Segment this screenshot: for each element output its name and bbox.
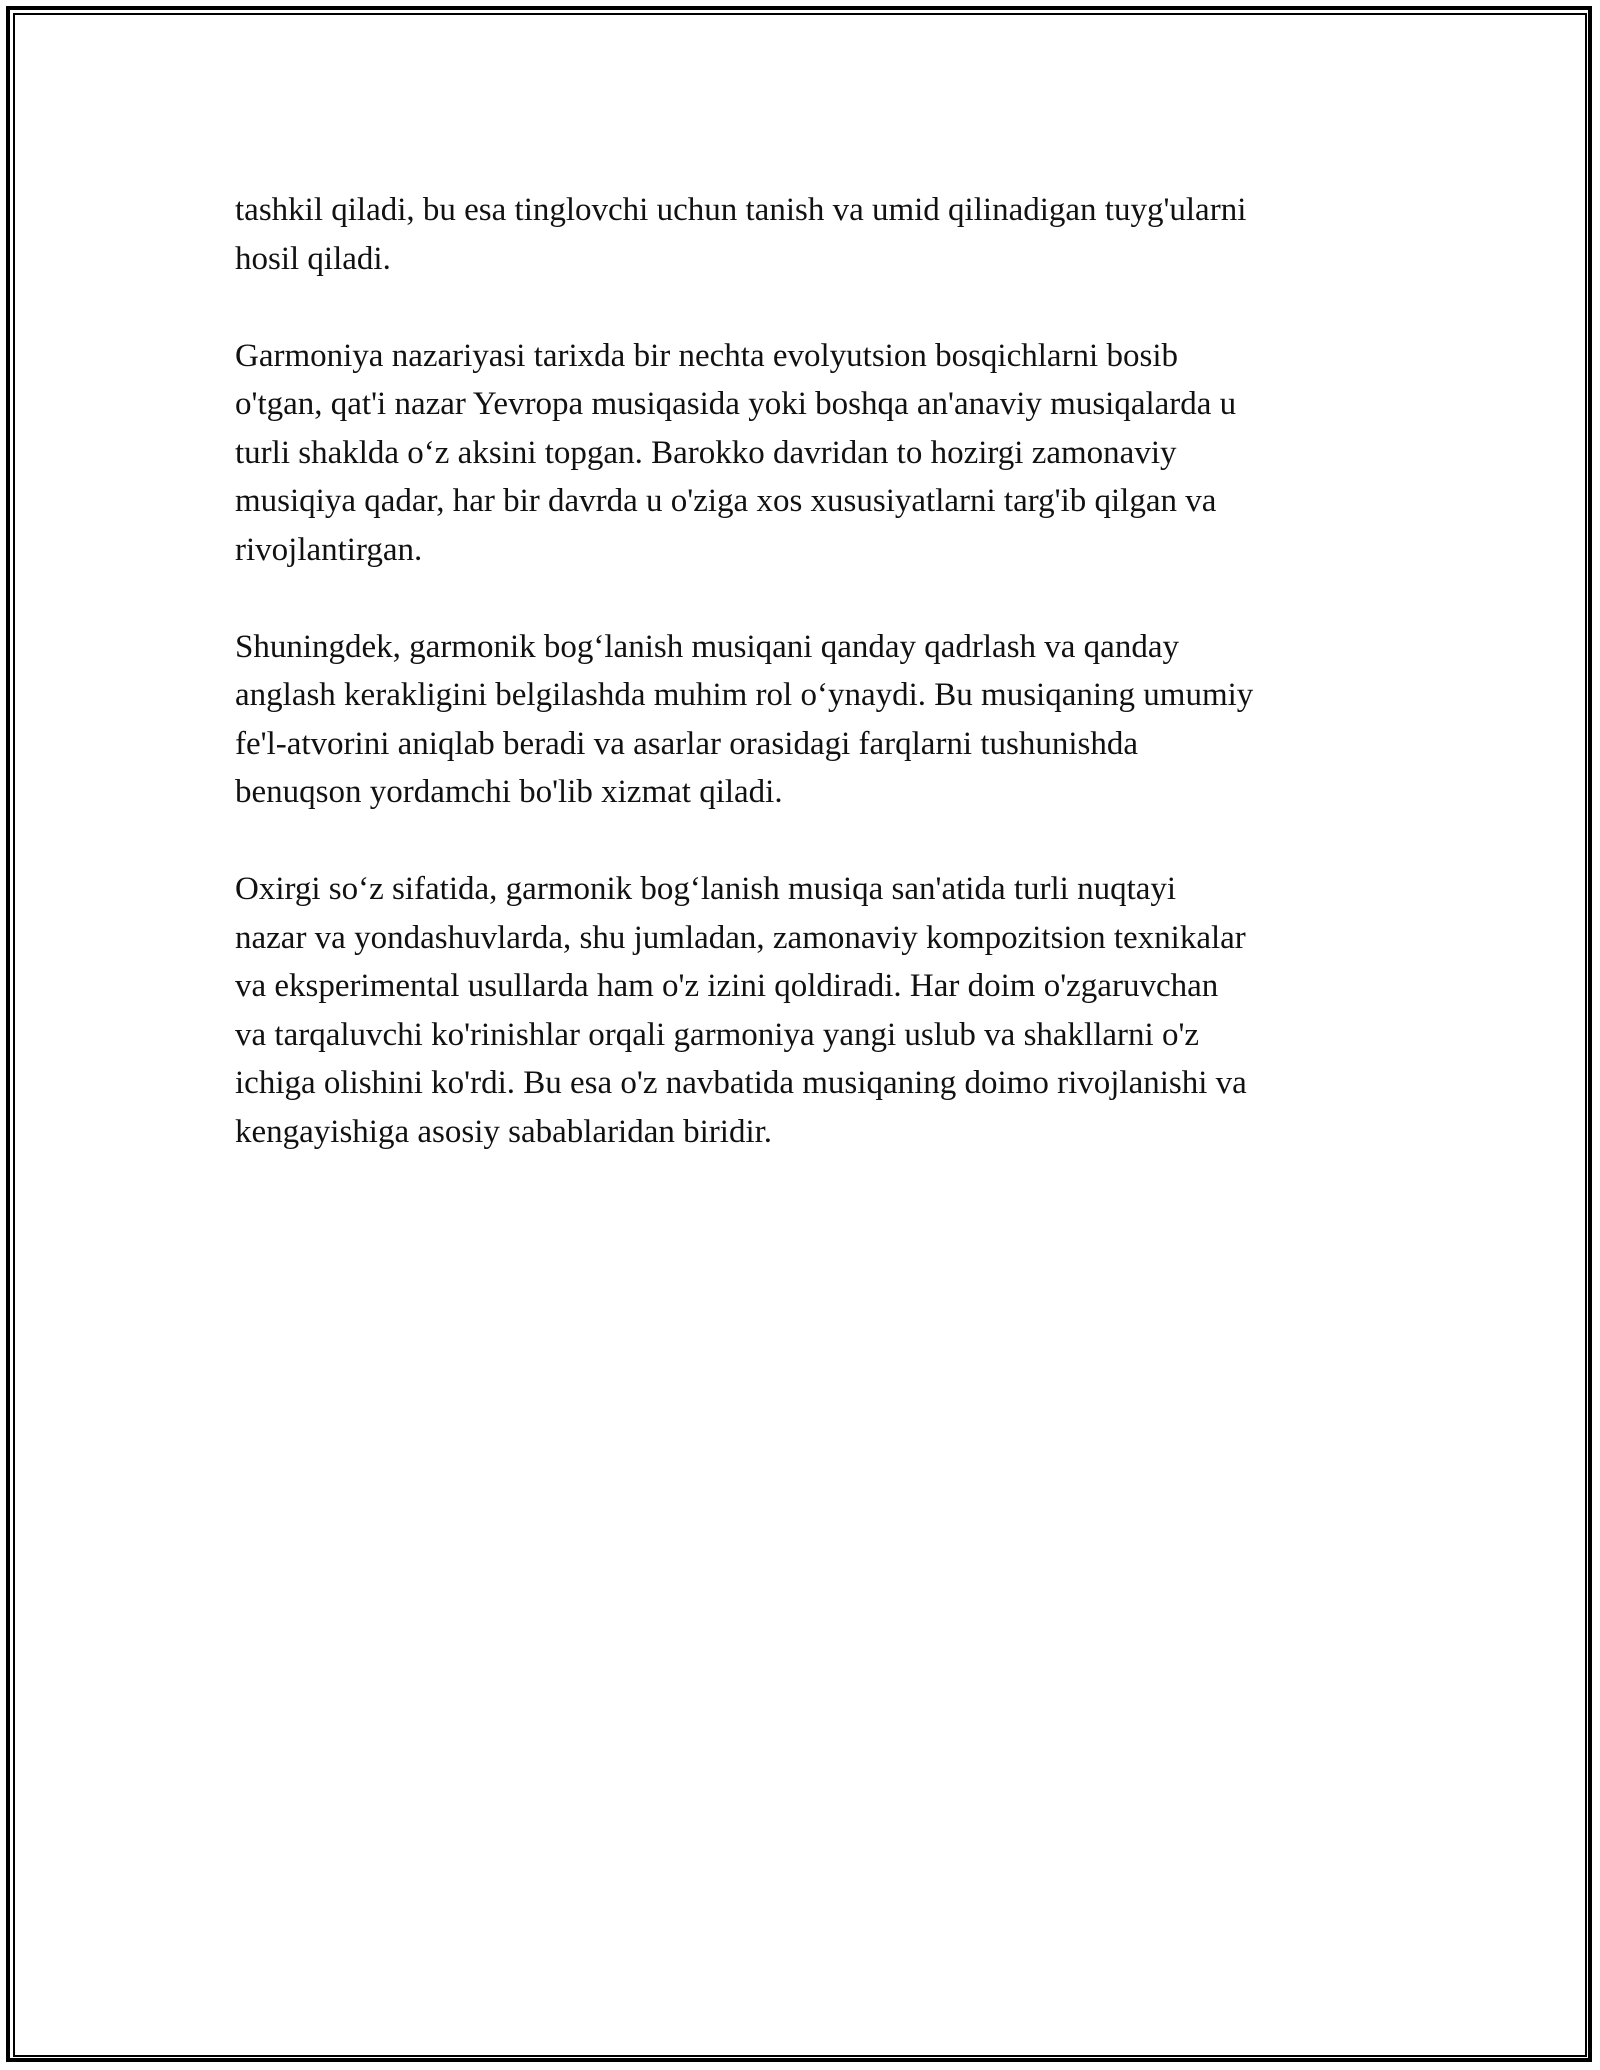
- text-line: benuqson yordamchi bo'lib xizmat qiladi.: [235, 774, 783, 810]
- text-line: va eksperimental usullarda ham o'z izini qoldiradi. Har doim o'zgaruvchan: [235, 968, 1219, 1004]
- text-line: kengayishiga asosiy sabablaridan biridir.: [235, 1113, 773, 1150]
- text-line: tashkil qiladi, bu esa tinglovchi uchun tanish va umid qilinadigan tuyg'ularni: [235, 192, 1247, 228]
- paragraph-2: [235, 332, 1375, 575]
- text-line: va tarqaluvchi ko'rinishlar orqali garmoniya yangi uslub va shakllarni o'z: [235, 1016, 1200, 1053]
- text-line: musiqiya qadar, har bir davrda u o'ziga xos xususiyatlarni targ'ib qilgan va: [235, 483, 1217, 519]
- text-line: ichiga olishini ko'rdi. Bu esa o'z navbatida musiqaning doimo rivojlanishi va: [235, 1065, 1247, 1101]
- text-line: Shuningdek, garmonik bog‘lanish musiqani qanday qadrlash va qanday: [235, 628, 1179, 665]
- text-line: anglash kerakligini belgilashda muhim rol o‘ynaydi. Bu musiqaning umumiy: [235, 677, 1254, 713]
- text-line: o'tgan, qat'i nazar Yevropa musiqasida yoki boshqa an'anaviy musiqalarda u: [235, 386, 1237, 422]
- paragraph-1: [235, 186, 1375, 283]
- text-line: fe'l-atvorini aniqlab beradi va asarlar orasidagi farqlarni tushunishda: [235, 725, 1139, 762]
- text-line: Garmoniya nazariyasi tarixda bir nechta evolyutsion bosqichlarni bosib: [235, 337, 1178, 374]
- text-line: Oxirgi so‘z sifatida, garmonik bog‘lanish musiqa san'atida turli nuqtayi: [235, 871, 1177, 907]
- text-line: turli shaklda o‘z aksini topgan. Barokko davridan to hozirgi zamonaviy: [235, 434, 1177, 471]
- text-line: rivojlantirgan.: [235, 531, 423, 568]
- text-line: hosil qiladi.: [235, 240, 391, 277]
- document-body: [235, 186, 1375, 1205]
- paragraph-3: [235, 623, 1375, 817]
- text-line: nazar va yondashuvlarda, shu jumladan, zamonaviy kompozitsion texnikalar: [235, 919, 1246, 956]
- paragraph-4: [235, 865, 1375, 1156]
